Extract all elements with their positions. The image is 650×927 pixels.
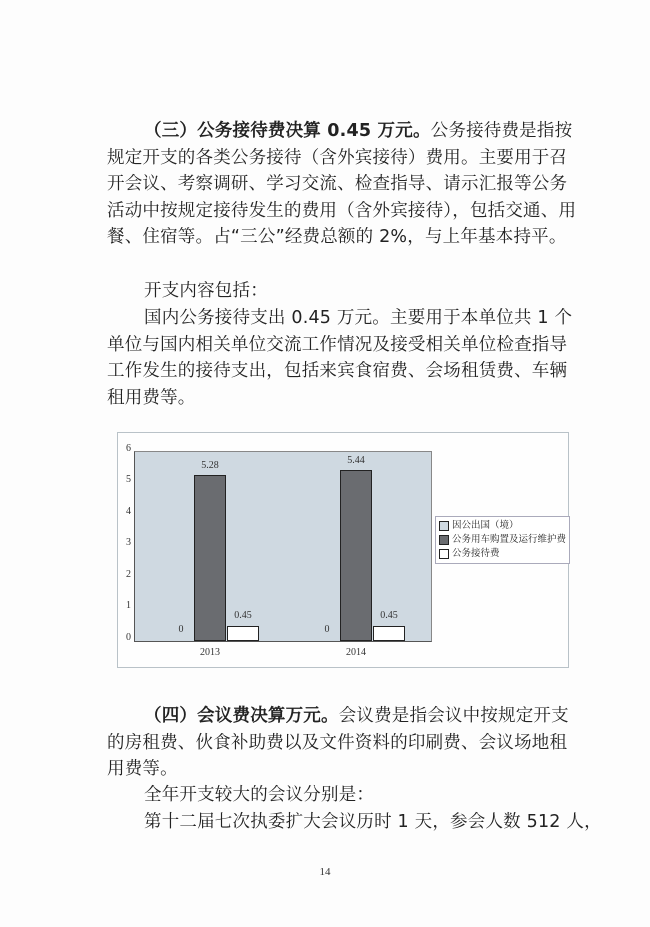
section3-heading: （三）公务接待费决算 0.45 万元。 <box>144 121 431 141</box>
plot-area <box>134 451 432 642</box>
y-tick: 6 <box>126 443 131 454</box>
bar-2013-reception <box>227 626 259 641</box>
section4-intro: 会议费是指会议中按规定开支的房租费、伙食补助费以及文件资料的印刷费、会议场地租用费等。 <box>107 706 569 780</box>
page-number: 14 <box>319 866 331 878</box>
legend-item <box>439 519 566 533</box>
legend-label: 因公出国（境） <box>452 520 519 531</box>
y-tick: 4 <box>126 506 131 517</box>
y-tick: 3 <box>126 537 131 548</box>
legend-label: 公务用车购置及运行维护费 <box>452 534 567 545</box>
bar-label: 0 <box>178 624 184 635</box>
y-tick: 0 <box>126 632 131 643</box>
legend-item <box>439 547 566 561</box>
legend-item <box>439 533 566 547</box>
section3-intro: 公务接待费是指按规定开支的各类公务接待（含外宾接待）费用。主要用于召开会议、考察调研、学习交流、检查指导、请示汇报等公务活动中按规定接待发生的费用（含外宾接待），包括交通、用餐、住宿等。占“三公”经费总额的 2%，与上年基本持平。 <box>107 121 577 248</box>
bar-label: 5.28 <box>201 460 219 471</box>
chart-legend <box>435 516 570 564</box>
x-label-2013: 2013 <box>200 647 220 658</box>
bar-label: 0.45 <box>380 610 398 621</box>
bar-label: 5.44 <box>347 455 365 466</box>
section4-paragraph <box>107 703 577 783</box>
legend-swatch-icon <box>439 521 449 531</box>
section4-meeting1: 第十二届七次执委扩大会议历时 1 天，参会人数 512 人， <box>144 812 602 832</box>
bar-label: 0 <box>324 624 330 635</box>
y-tick: 5 <box>126 474 131 485</box>
y-tick: 2 <box>126 569 131 580</box>
bar-2014-reception <box>373 626 405 641</box>
section3-domestic: 国内公务接待支出 0.45 万元。主要用于本单位共 1 个单位与国内相关单位交流工作情况及接受相关单位检查指导工作发生的接待支出，包括来宾食宿费、会场租赁费、车辆租用费等。 <box>107 308 573 408</box>
section3-content-label: 开支内容包括： <box>144 281 268 301</box>
y-tick: 1 <box>126 600 131 611</box>
legend-swatch-icon <box>439 535 449 545</box>
x-label-2014: 2014 <box>346 647 366 658</box>
section4-heading: （四）会议费决算万元。 <box>144 706 339 726</box>
legend-label: 公务接待费 <box>452 548 500 559</box>
bar-2013-vehicle <box>194 475 226 641</box>
section3-paragraph <box>107 118 577 251</box>
bar-label: 0.45 <box>234 610 252 621</box>
section4-major-label: 全年开支较大的会议分别是： <box>144 785 375 805</box>
bar-2014-vehicle <box>340 470 372 641</box>
bar-chart <box>117 432 569 668</box>
legend-swatch-icon <box>439 549 449 559</box>
